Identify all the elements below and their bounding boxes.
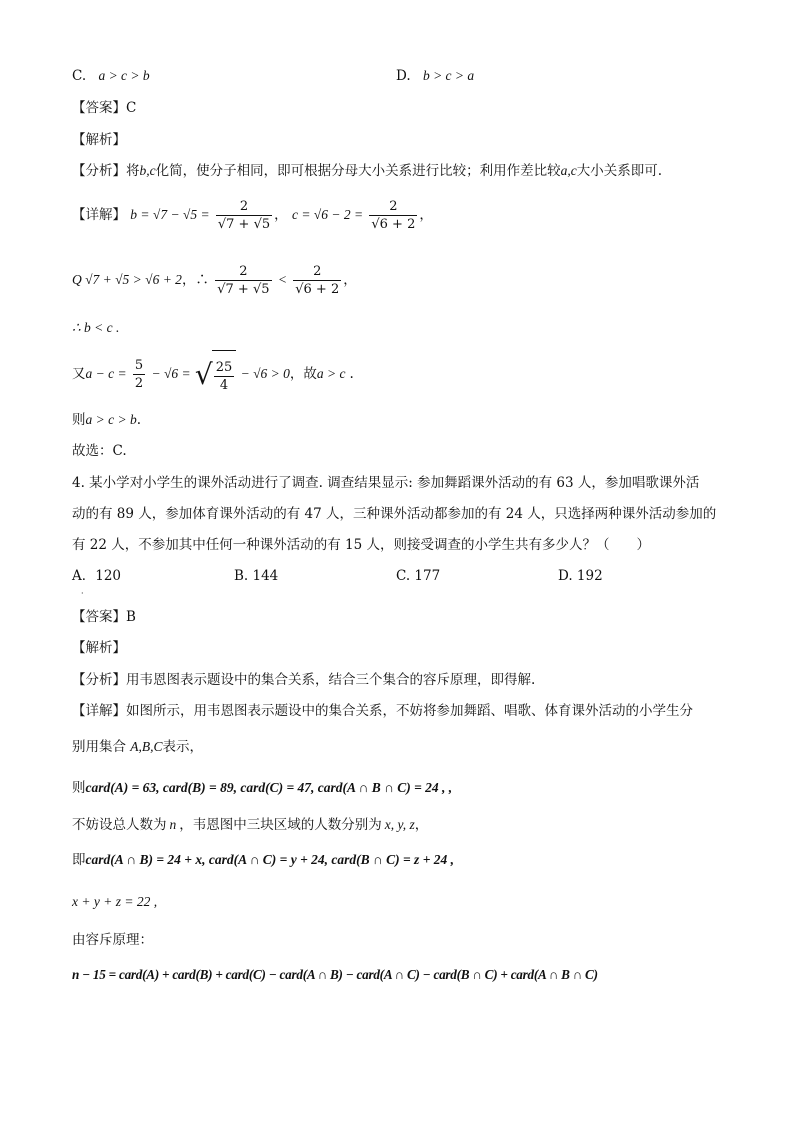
fenxi-text-3: 大小关系即可. [576, 163, 663, 179]
detail-text-2b: 表示， [162, 739, 204, 755]
twentyfive-num: 25 [215, 359, 233, 375]
q3-a-minus-c [72, 350, 354, 399]
c-fraction-num: 2 [389, 198, 398, 214]
assume-text-a: 不妨设总人数为 [72, 817, 167, 833]
five-num: 5 [134, 357, 144, 373]
final-period: . [136, 412, 142, 428]
greater-zero: − √6 > 0 [240, 366, 290, 381]
q4-option-c: C. 177 [396, 568, 441, 584]
q4-analysis-heading: 【解析】 [72, 640, 126, 656]
minus-sqrt6: − √6 = [151, 366, 191, 381]
q4-detail-2 [72, 737, 203, 757]
two-den: 2 [134, 375, 144, 391]
c-equation: c = √6 − 2 = [291, 207, 364, 222]
option-d-label: D. [396, 68, 411, 84]
a-greater-c: a > c [316, 366, 346, 381]
a-minus-c: a − c = [85, 366, 127, 381]
option-d [396, 66, 474, 86]
q4-option-d: D. 192 [558, 568, 603, 584]
less-than: < [277, 272, 287, 287]
detail-tag: 【详解】 [72, 703, 126, 719]
b-fraction-num: 2 [239, 198, 249, 214]
card-equation: card(A) = 63, card(B) = 89, card(C) = 47, card(A ∩ B ∩ C) = 24 , , [85, 780, 453, 795]
fenxi-ac: a,c [560, 163, 577, 178]
c-fraction-den: √6 + 2 [371, 216, 416, 232]
fenxi-tag: 【分析】 [72, 672, 126, 688]
you-word: 又 [72, 366, 86, 382]
q4-sum: x + y + z = 22 , [72, 894, 158, 909]
option-d-expr: b > c > a [422, 68, 475, 83]
b-fraction-den: √7 + √5 [217, 216, 271, 232]
n-var: n [169, 817, 177, 832]
sqrt-25-over-4: √ $\frac{25}{4}$ [195, 350, 236, 399]
q3-analysis-heading: 【解析】 [72, 132, 126, 148]
compare-frac-left [215, 264, 271, 298]
assume-text-b: ，韦恩图中三块区域的人数分别为 [179, 817, 382, 833]
assume-text-c: ， [414, 817, 429, 833]
xyz-vars: x, y, z [384, 817, 415, 832]
four-den: 4 [214, 376, 235, 394]
option-c [72, 66, 150, 86]
compare-comma: ， [343, 272, 357, 288]
option-c-label: C. [72, 68, 87, 84]
detail-text-2a: 别用集合 [72, 739, 126, 755]
therefore-sign: ，∴ [181, 272, 209, 288]
compare-right-den: √6 + 2 [295, 281, 340, 297]
q4-option-b: B. 144 [234, 568, 279, 584]
q4-fenxi [72, 670, 535, 690]
tail-comma: ， [419, 207, 433, 223]
answer-tag: 【答案】 [72, 609, 126, 625]
b-equation: b = √7 − √5 = [130, 207, 210, 222]
b-fraction [216, 199, 272, 233]
q3-comparison [72, 260, 357, 300]
compare-denominators: Q √7 + √5 > √6 + 2 [72, 272, 182, 287]
c-fraction [369, 199, 417, 233]
detail-tag: 【详解】 [72, 207, 126, 223]
q3-choose: 故选：C. [72, 443, 127, 459]
fenxi-bc: b,c [139, 163, 156, 178]
twentyfive-fourths [214, 360, 235, 394]
ze-word: 则 [72, 780, 86, 796]
final-order: a > c > b [85, 412, 137, 427]
answer-tag: 【答案】 [72, 100, 126, 116]
q4-option-a: A．120 [72, 568, 122, 584]
compare-left-den: √7 + √5 [217, 281, 270, 297]
q3-fenxi [72, 161, 662, 181]
q3-detail-bc [72, 196, 433, 234]
detail-text-1: 如图所示，用韦恩图表示题设中的集合关系，不妨将参加舞蹈、唱歌、体育课外活动的小学生分 [126, 703, 693, 719]
q4-detail-1 [72, 701, 693, 721]
b-less-c: ∴ b < c . [72, 320, 120, 335]
set-names: A,B,C [130, 739, 163, 754]
fenxi-text-2: 化简，使分子相同，即可根据分母大小关系进行比较；利用作差比较 [155, 163, 561, 179]
answer-value: B [126, 609, 136, 625]
stray-dot: · [81, 589, 84, 598]
ze-word: 则 [72, 412, 86, 428]
period: . [349, 366, 354, 382]
compare-right-num: 2 [313, 263, 322, 279]
separator: ， [274, 207, 288, 223]
q4-assume [72, 815, 428, 835]
answer-value: C [126, 100, 137, 116]
q4-final-equation: n − 15 = card(A) + card(B) + card(C) − card(A ∩ B) − card(A ∩ C) − card(B ∩ C) + card(A ∩ B ∩ C) [72, 967, 598, 982]
q4-pair-values [72, 850, 454, 870]
q4-card-values [72, 778, 452, 798]
q4-line-2: 动的有 89 人，参加体育课外活动的有 47 人，三种课外活动都参加的有 24 人，只选择两种课外活动参加的 [72, 506, 717, 522]
compare-frac-right [293, 264, 341, 298]
fenxi-text: 用韦恩图表示题设中的集合关系，结合三个集合的容斥原理，即得解. [126, 672, 536, 688]
q4-line-1: 4. 某小学对小学生的课外活动进行了调查. 调查结果显示: 参加舞蹈课外活动的有 63 人，参加唱歌课外活 [72, 475, 700, 491]
gu-word: ，故 [289, 366, 317, 382]
pair-equation: card(A ∩ B) = 24 + x, card(A ∩ C) = y + 24, card(B ∩ C) = z + 24 , [85, 852, 455, 867]
q4-principle: 由容斥原理： [72, 932, 153, 948]
q4-line-3: 有 22 人，不参加其中任何一种课外活动的有 15 人，则接受调查的小学生共有多少人？（ ） [72, 537, 651, 553]
q4-answer [72, 607, 136, 627]
fenxi-text-1: 将 [126, 163, 140, 179]
fenxi-tag: 【分析】 [72, 163, 126, 179]
q3-answer [72, 98, 136, 118]
ji-word: 即 [72, 852, 86, 868]
compare-left-num: 2 [239, 263, 248, 279]
five-halves [133, 358, 145, 392]
q3-conclusion [72, 410, 141, 430]
option-c-expr: a > c > b [98, 68, 150, 83]
